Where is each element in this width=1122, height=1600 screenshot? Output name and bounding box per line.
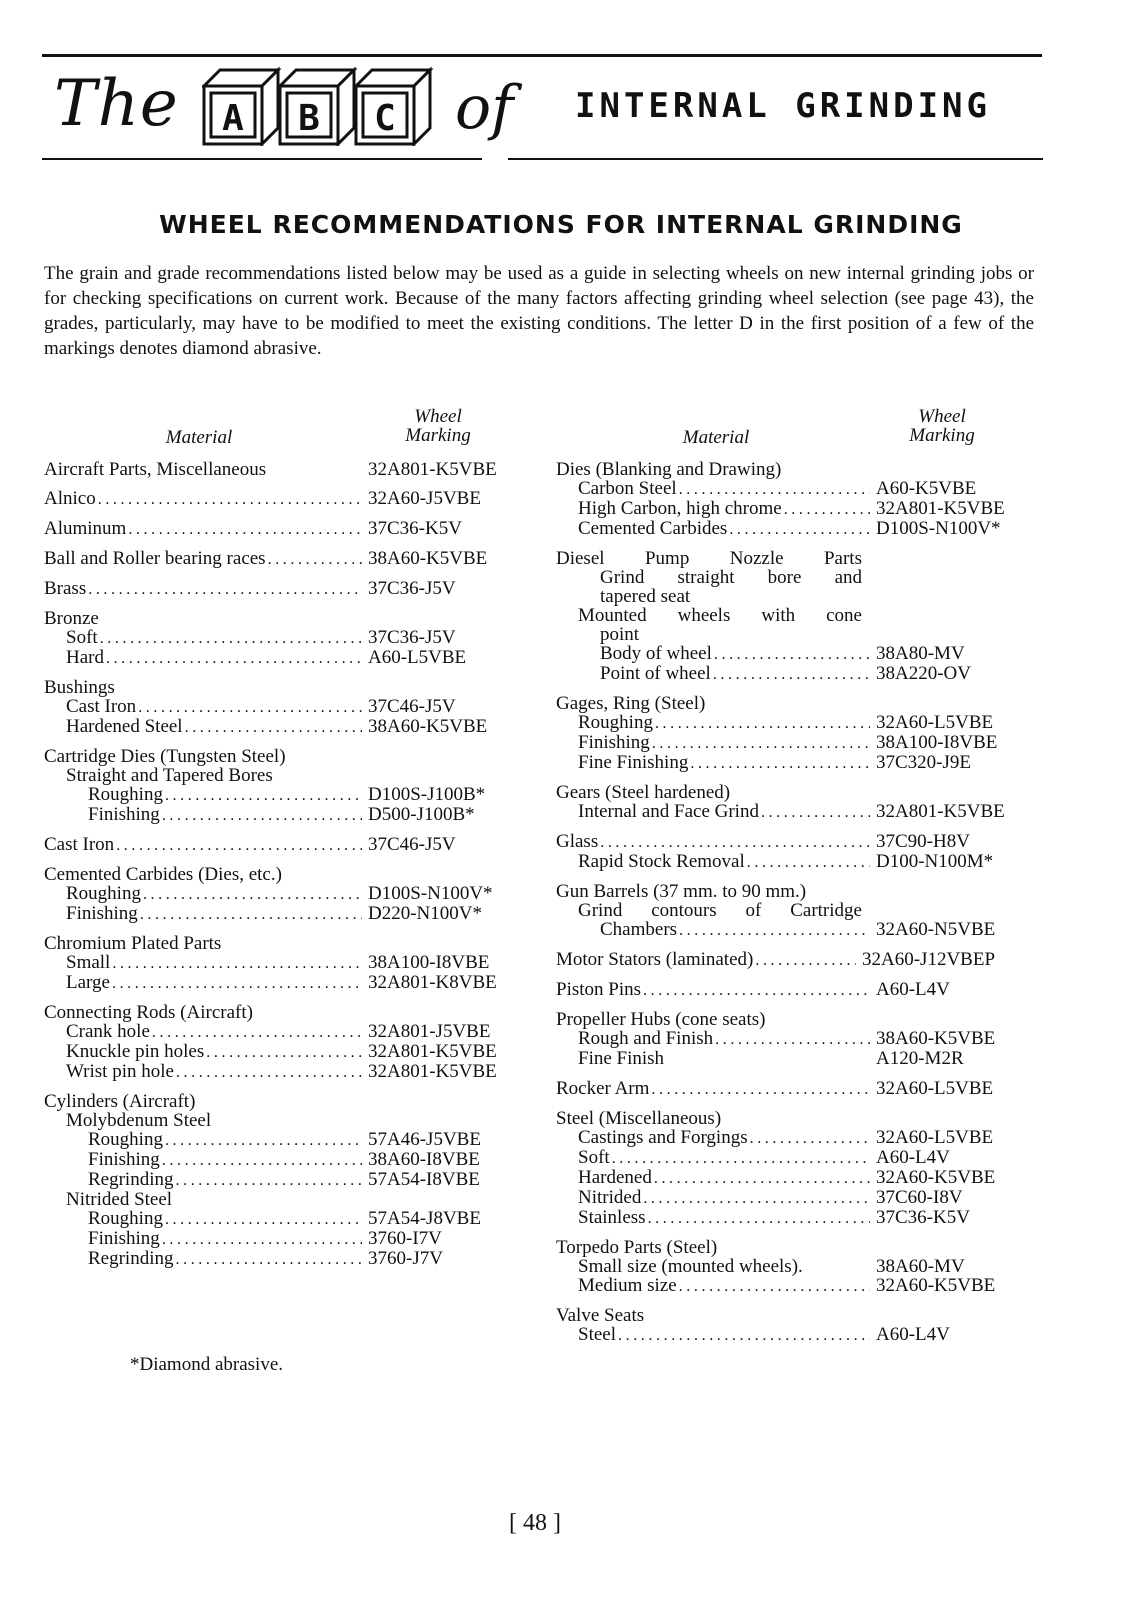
wheel-marking: 38A60-MV (876, 1256, 965, 1277)
block-b-letter: B (298, 98, 320, 139)
wheel-marking: 38A100-I8VBE (876, 732, 998, 753)
banner-title: INTERNAL GRINDING (575, 86, 991, 126)
marking-header-line: Marking (909, 425, 975, 446)
group-subtitle: Molybdenum Steel (66, 1110, 212, 1131)
wheel-marking: 3760-I7V (368, 1228, 442, 1249)
entry-group (44, 1003, 524, 1082)
table-row: Small ..... 38A100-I8VBE (44, 953, 524, 973)
group-title: Chromium Plated Parts (44, 933, 222, 954)
wheel-marking: 32A60-L5VBE (876, 1078, 994, 1099)
table-row: Regrinding ..... 3760-J7V (44, 1249, 524, 1269)
entry-group (556, 1010, 1032, 1069)
table-row: Roughing ..... D100S-J100B* (44, 785, 524, 805)
group-title: Bronze (44, 608, 99, 629)
group-title: Steel (Miscellaneous) (556, 1108, 722, 1129)
group-subtitle: point (600, 624, 640, 645)
intro-paragraph: The grain and grade recommendations listed below may be used as a guide in selecting wheels on new internal grinding jobs or for checking specifications on current work. Because of the many factors affecting grinding wheel selection (see page 43), the grades, particularly, may have to be modified to meet the existing conditions. The letter D in the first position of a few of the markings denotes diamond abrasive. (44, 263, 1034, 359)
group-subtitle: Nitrided Steel (66, 1189, 173, 1210)
group-subtitle: Grind contours of Cartridge (578, 900, 862, 921)
table-row: Large ..... 32A801-K8VBE (44, 973, 524, 993)
table-row: Hardened Steel ..... 38A60-K5VBE (44, 717, 524, 737)
footnote: *Diamond abrasive. (130, 1354, 284, 1375)
table-row: Regrinding ..... 57A54-I8VBE (44, 1170, 524, 1190)
right-column-header (556, 404, 1032, 450)
table-row: Fine Finish A120-M2R (556, 1049, 1032, 1069)
wheel-marking: 32A60-K5VBE (876, 1167, 996, 1188)
table-row: Crank hole ..... 32A801-J5VBE (44, 1022, 524, 1042)
wheel-marking: 32A801-K5VBE (368, 1041, 497, 1062)
table-row: Brass ..... 37C36-J5V (44, 579, 524, 599)
wheel-header-line: Wheel (918, 406, 966, 427)
entry-group (556, 783, 1032, 822)
table-row: Finishing ..... 3760-I7V (44, 1229, 524, 1249)
table-row: Finishing ..... D500-J100B* (44, 805, 524, 825)
table-row: Aluminum ..... 37C36-K5V (44, 519, 524, 539)
table-row: Nitrided ..... 37C60-I8V (556, 1188, 1032, 1208)
entry-group (44, 865, 524, 924)
wheel-marking: D100-N100M* (876, 851, 994, 872)
marking-header-line: Marking (405, 425, 471, 446)
entry-group (44, 579, 524, 599)
group-title: Propeller Hubs (cone seats) (556, 1009, 766, 1030)
banner-bottom-rule-left (42, 158, 482, 160)
table-row: Roughing ..... 57A46-J5VBE (44, 1130, 524, 1150)
entry-group (44, 489, 524, 509)
table-row: Body of wheel ..... 38A80-MV (556, 644, 1032, 664)
group-title: Gun Barrels (37 mm. to 90 mm.) (556, 881, 807, 902)
wheel-header-line: Wheel (414, 406, 462, 427)
group-subtitle: tapered seat (600, 586, 691, 607)
entry-group (44, 609, 524, 668)
wheel-marking: 38A220-OV (876, 663, 971, 684)
wheel-marking: 32A801-J5VBE (368, 1021, 491, 1042)
group-subtitle: Straight and Tapered Bores (66, 765, 273, 786)
table-row: Aircraft Parts, Miscellaneous 32A801-K5VBE (44, 460, 524, 479)
wheel-marking: D220-N100V* (368, 903, 482, 924)
wheel-marking: 57A54-J8VBE (368, 1208, 481, 1229)
table-row: High Carbon, high chrome ..... 32A801-K5VBE (556, 499, 1032, 519)
wheel-marking: A60-L4V (876, 1147, 950, 1168)
entry-group (556, 1306, 1032, 1345)
table-row: Soft ..... 37C36-J5V (44, 628, 524, 648)
table-row: Finishing ..... D220-N100V* (44, 904, 524, 924)
wheel-marking: 38A60-K5VBE (876, 1028, 996, 1049)
table-row: Motor Stators (laminated) ..... 32A60-J12VBEP (556, 950, 1032, 970)
group-title: Cylinders (Aircraft) (44, 1091, 196, 1112)
wheel-marking: 37C90-H8V (876, 831, 970, 852)
entry-group (556, 980, 1032, 1000)
table-row: Piston Pins ..... A60-L4V (556, 980, 1032, 1000)
section-heading: WHEEL RECOMMENDATIONS FOR INTERNAL GRINDING (159, 210, 963, 239)
entry-group (556, 950, 1032, 970)
wheel-marking: 37C36-K5V (876, 1207, 970, 1228)
wheel-marking: 37C46-J5V (368, 696, 456, 717)
table-row: Cast Iron ..... 37C46-J5V (44, 697, 524, 717)
left-column (44, 404, 524, 1269)
banner-top-rule (42, 54, 1042, 57)
wheel-marking: A60-L5VBE (368, 647, 467, 668)
wheel-marking: 38A80-MV (876, 643, 965, 664)
table-row: Fine Finishing ..... 37C320-J9E (556, 753, 1032, 773)
table-row: Cast Iron ..... 37C46-J5V (44, 835, 524, 855)
table-row: Soft ..... A60-L4V (556, 1148, 1032, 1168)
material-header: Material (682, 427, 750, 448)
entry-group (44, 835, 524, 855)
wheel-marking: 37C60-I8V (876, 1187, 963, 1208)
group-subtitle: Mounted wheels with cone (578, 605, 862, 626)
table-row: Knuckle pin holes ..... 32A801-K5VBE (44, 1042, 524, 1062)
entry-group (44, 678, 524, 737)
group-title: Cartridge Dies (Tungsten Steel) (44, 746, 286, 767)
entry-group (44, 549, 524, 569)
wheel-marking: D100S-N100V* (876, 518, 1001, 539)
group-title: Connecting Rods (Aircraft) (44, 1002, 253, 1023)
table-row: Cemented Carbides ..... D100S-N100V* (556, 519, 1032, 539)
table-row: Ball and Roller bearing races ..... 38A60-K5VBE (44, 549, 524, 569)
wheel-marking: 32A60-L5VBE (876, 712, 994, 733)
wheel-marking: 32A801-K5VBE (876, 801, 1005, 822)
wheel-marking: A60-L4V (876, 979, 950, 1000)
wheel-marking: 3760-J7V (368, 1248, 443, 1269)
entry-group (44, 747, 524, 825)
entry-group (44, 934, 524, 993)
wheel-marking: 38A60-K5VBE (368, 716, 488, 737)
left-column-header (44, 404, 524, 450)
group-title: Cemented Carbides (Dies, etc.) (44, 864, 282, 885)
entry-group (556, 549, 1032, 684)
wheel-marking: A60-L4V (876, 1324, 950, 1345)
wheel-marking: D500-J100B* (368, 804, 475, 825)
group-title: Torpedo Parts (Steel) (556, 1237, 718, 1258)
wheel-marking: 38A60-K5VBE (368, 548, 488, 569)
table-row: Hardened ..... 32A60-K5VBE (556, 1168, 1032, 1188)
entry-group (556, 1238, 1032, 1296)
wheel-marking: 32A801-K5VBE (876, 498, 1005, 519)
table-row: Carbon Steel ..... A60-K5VBE (556, 479, 1032, 499)
wheel-marking: 32A801-K8VBE (368, 972, 497, 993)
wheel-marking-header (358, 407, 518, 445)
group-title: Valve Seats (556, 1305, 645, 1326)
table-row: Internal and Face Grind ..... 32A801-K5VBE (556, 802, 1032, 822)
table-row: Alnico ..... 32A60-J5VBE (44, 489, 524, 509)
entry-group (44, 460, 524, 479)
entry-group (556, 460, 1032, 539)
wheel-marking-header (854, 407, 1030, 445)
material-header: Material (165, 427, 233, 448)
right-column (556, 404, 1032, 1345)
table-row: Roughing ..... 57A54-J8VBE (44, 1209, 524, 1229)
wheel-marking: 37C36-J5V (368, 627, 456, 648)
table-row: Rough and Finish ..... 38A60-K5VBE (556, 1029, 1032, 1049)
table-row: Roughing ..... D100S-N100V* (44, 884, 524, 904)
table-row: Finishing ..... 38A60-I8VBE (44, 1150, 524, 1170)
table-row: Glass ..... 37C90-H8V (556, 832, 1032, 852)
entry-group (44, 1092, 524, 1269)
table-row: Small size (mounted wheels). 38A60-MV (556, 1257, 1032, 1276)
wheel-marking: 37C36-K5V (368, 518, 462, 539)
wheel-marking: A120-M2R (876, 1048, 964, 1069)
table-row: Wrist pin hole ..... 32A801-K5VBE (44, 1062, 524, 1082)
table-row: Stainless ..... 37C36-K5V (556, 1208, 1032, 1228)
entry-group (556, 882, 1032, 940)
page-number: [ 48 ] (509, 1510, 561, 1536)
block-c-letter: C (374, 98, 396, 139)
table-row: Rapid Stock Removal ..... D100-N100M* (556, 852, 1032, 872)
entry-group (556, 1109, 1032, 1228)
wheel-marking: 37C46-J5V (368, 834, 456, 855)
wheel-marking: 37C36-J5V (368, 578, 456, 599)
group-subtitle: Grind straight bore and (600, 567, 862, 588)
banner-of-script: of (455, 73, 514, 143)
wheel-marking: 57A46-J5VBE (368, 1129, 481, 1150)
wheel-marking: D100S-J100B* (368, 784, 486, 805)
wheel-marking: 32A60-L5VBE (876, 1127, 994, 1148)
table-row: Hard ..... A60-L5VBE (44, 648, 524, 668)
entry-group (556, 694, 1032, 773)
abc-blocks-illustration (202, 64, 452, 146)
group-title: Gears (Steel hardened) (556, 782, 731, 803)
wheel-marking: 32A60-J12VBEP (862, 949, 996, 970)
wheel-marking: A60-K5VBE (876, 478, 977, 499)
table-row: Medium size ..... 32A60-K5VBE (556, 1276, 1032, 1296)
table-row: Point of wheel ..... 38A220-OV (556, 664, 1032, 684)
wheel-marking: 37C320-J9E (876, 752, 971, 773)
block-a-letter: A (222, 98, 244, 139)
table-row: Rocker Arm ..... 32A60-L5VBE (556, 1079, 1032, 1099)
wheel-marking: 38A60-I8VBE (368, 1149, 480, 1170)
group-title: Diesel Pump Nozzle Parts (556, 548, 862, 569)
wheel-marking: 32A801-K5VBE (368, 1061, 497, 1082)
table-row: Steel ..... A60-L4V (556, 1325, 1032, 1345)
wheel-marking: 32A801-K5VBE (368, 459, 497, 480)
banner-the-script: The (54, 67, 179, 141)
entry-group (556, 1079, 1032, 1099)
entry-group (44, 519, 524, 539)
wheel-marking: 32A60-K5VBE (876, 1275, 996, 1296)
table-row: Roughing ..... 32A60-L5VBE (556, 713, 1032, 733)
table-row: Castings and Forgings ..... 32A60-L5VBE (556, 1128, 1032, 1148)
group-title: Bushings (44, 677, 115, 698)
banner-bottom-rule-right (508, 158, 1043, 160)
entry-group (556, 832, 1032, 872)
wheel-marking: 57A54-I8VBE (368, 1169, 480, 1190)
wheel-marking: 32A60-J5VBE (368, 488, 481, 509)
group-title: Dies (Blanking and Drawing) (556, 459, 782, 480)
wheel-marking: 38A100-I8VBE (368, 952, 490, 973)
wheel-marking: D100S-N100V* (368, 883, 493, 904)
wheel-marking: 32A60-N5VBE (876, 919, 996, 940)
table-row: Chambers ..... 32A60-N5VBE (556, 920, 1032, 940)
table-row: Finishing ..... 38A100-I8VBE (556, 733, 1032, 753)
group-title: Gages, Ring (Steel) (556, 693, 706, 714)
